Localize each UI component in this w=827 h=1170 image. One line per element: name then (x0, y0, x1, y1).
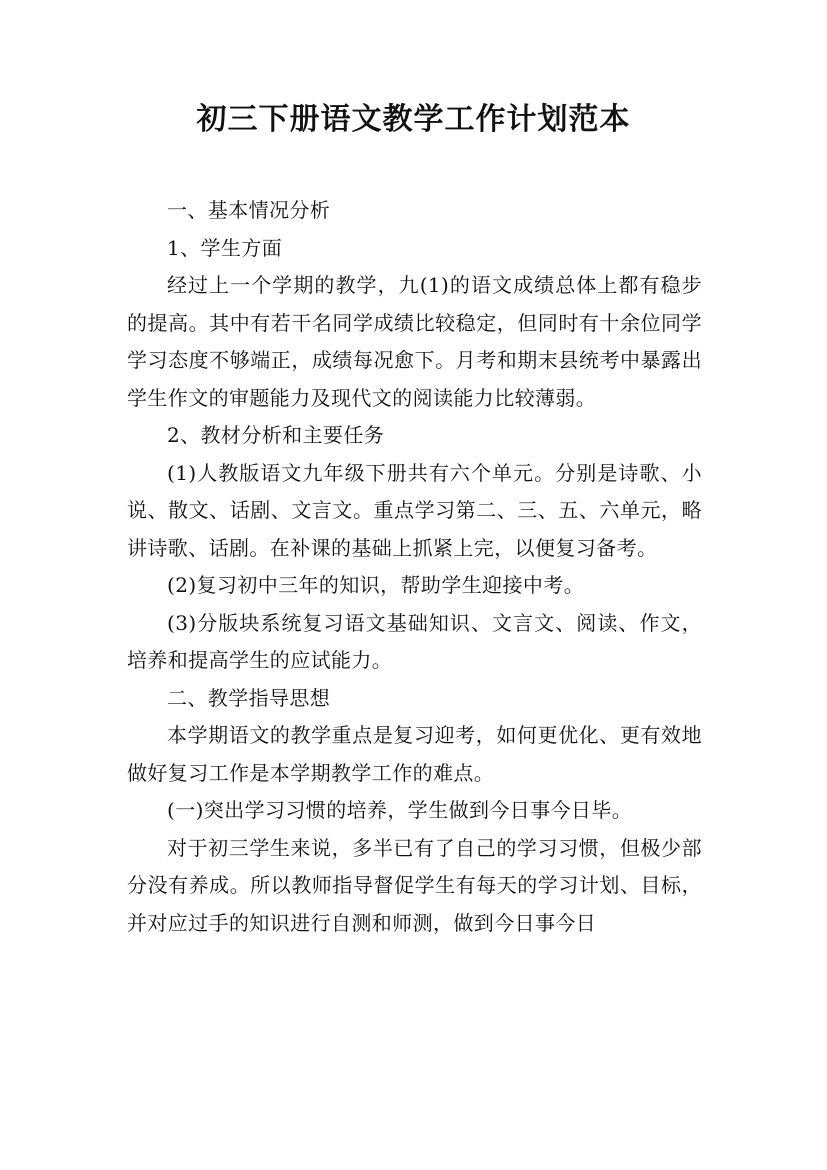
paragraph: (3)分版块系统复习语文基础知识、文言文、阅读、作文，培养和提高学生的应试能力。 (127, 610, 702, 672)
subheading-students: 1、学生方面 (167, 235, 283, 260)
paragraph: 本学期语文的教学重点是复习迎考，如何更优化、更有效地做好复习工作是本学期教学工作的难点。 (127, 723, 702, 785)
paragraph: (2)复习初中三年的知识，帮助学生迎接中考。 (167, 573, 585, 597)
section-heading-guiding-thought: 二、教学指导思想 (167, 685, 331, 710)
paragraph: 经过上一个学期的教学，九(1)的语文成绩总体上都有稳步的提高。其中有若干名同学成绩比较稳定，但同时有十余位同学学习态度不够端正，成绩每况愈下。月考和期末县统考中暴露出学生作文的审题能力及现代文的阅读能力比较薄弱。 (127, 273, 702, 410)
paragraph: (1)人教版语文九年级下册共有六个单元。分别是诗歌、小说、散文、话剧、文言文。重点学习第二、三、五、六单元，略讲诗歌、话剧。在补课的基础上抓紧上完，以便复习备考。 (127, 460, 702, 560)
section-heading-basic-situation: 一、基本情况分析 (167, 198, 331, 222)
paragraph: (一)突出学习习惯的培养，学生做到今日事今日毕。 (167, 798, 633, 822)
subheading-textbook-analysis: 2、教材分析和主要任务 (167, 423, 385, 447)
paragraph: 对于初三学生来说，多半已有了自己的学习习惯，但极少部分没有养成。所以教师指导督促学生有每天的学习计划、目标，并对应过手的知识进行自测和师测，做到今日事今日 (127, 835, 702, 935)
document-body (127, 192, 702, 942)
document-title: 初三下册语文教学工作计划范本 (196, 102, 631, 137)
